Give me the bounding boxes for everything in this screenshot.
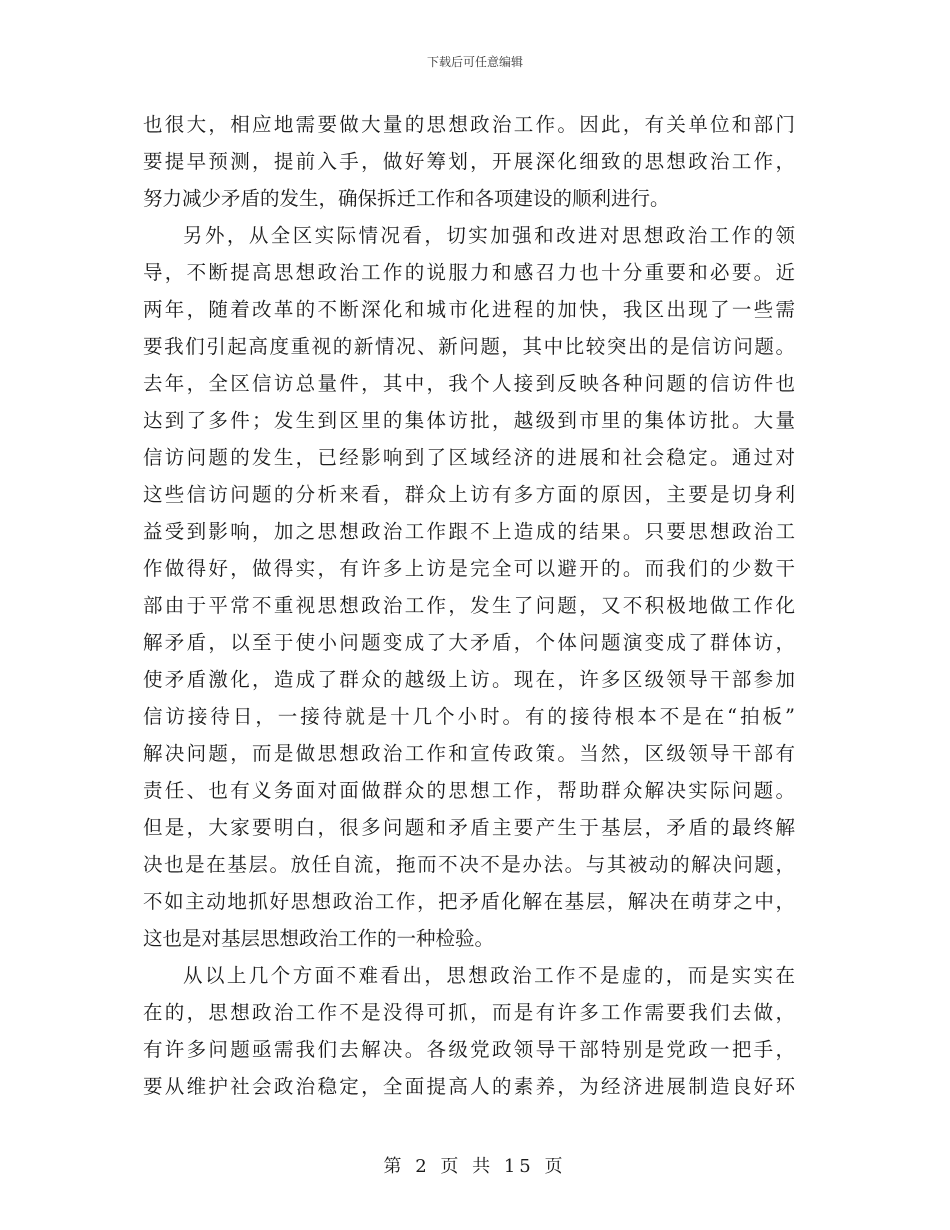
- text-line: 部由于平常不重视思想政治工作，发生了问题，又不积极地做工作化: [143, 594, 795, 617]
- text-line: 作做得好，做得实，有许多上访是完全可以避开的。而我们的少数干: [143, 557, 795, 580]
- text-line: 这也是对基层思想政治工作的一种检验。: [143, 927, 495, 950]
- text-line: 导，不断提高思想政治工作的说服力和感召力也十分重要和必要。近: [143, 261, 795, 284]
- page-header: 下载后可任意编辑: [426, 55, 523, 69]
- text-line: 使矛盾激化，造成了群众的越级上访。现在，许多区级领导干部参加: [143, 668, 795, 691]
- text-line: 要我们引起高度重视的新情况、新问题，其中比较突出的是信访问题。: [143, 335, 795, 358]
- text-line: 在的，思想政治工作不是没得可抓，而是有许多工作需要我们去做，: [143, 1001, 795, 1024]
- text-line: 解决问题，而是做思想政治工作和宣传政策。当然，区级领导干部有: [143, 742, 795, 765]
- text-line: 达到了多件；发生到区里的集体访批，越级到市里的集体访批。大量: [143, 409, 795, 432]
- text-line: 解矛盾，以至于使小问题变成了大矛盾，个体问题演变成了群体访，: [143, 631, 795, 654]
- text-line: 益受到影响，加之思想政治工作跟不上造成的结果。只要思想政治工: [143, 520, 795, 543]
- text-line: 决也是在基层。放任自流，拖而不决不是办法。与其被动的解决问题，: [143, 853, 795, 876]
- text-line: 去年，全区信访总量件，其中，我个人接到反映各种问题的信访件也: [143, 372, 795, 395]
- text-line: 努力减少矛盾的发生，确保拆迁工作和各项建设的顺利进行。: [143, 187, 670, 210]
- text-line: 有许多问题亟需我们去解决。各级党政领导干部特别是党政一把手，: [143, 1038, 795, 1061]
- text-line: 信访接待日，一接待就是十几个小时。有的接待根本不是在“拍板”: [143, 705, 795, 728]
- text-line: 要提早预测，提前入手，做好筹划，开展深化细致的思想政治工作，: [143, 150, 795, 173]
- text-line: 这些信访问题的分析来看，群众上访有多方面的原因，主要是切身利: [143, 483, 795, 506]
- document-body: [143, 106, 795, 1105]
- text-line: 从以上几个方面不难看出，思想政治工作不是虚的，而是实实在: [183, 964, 795, 987]
- text-line: 两年，随着改革的不断深化和城市化进程的加快，我区出现了一些需: [143, 298, 795, 321]
- text-line: 要从维护社会政治稳定，全面提高人的素养，为经济进展制造良好环: [143, 1075, 795, 1098]
- text-line: 另外，从全区实际情况看，切实加强和改进对思想政治工作的领: [183, 224, 795, 247]
- text-line: 信访问题的发生，已经影响到了区域经济的进展和社会稳定。通过对: [143, 446, 795, 469]
- text-line: 也很大，相应地需要做大量的思想政治工作。因此，有关单位和部门: [143, 113, 795, 136]
- page-number-footer: 第 2 页 共 15 页: [383, 1156, 567, 1177]
- text-line: 但是，大家要明白，很多问题和矛盾主要产生于基层，矛盾的最终解: [143, 816, 795, 839]
- text-line: 不如主动地抓好思想政治工作，把矛盾化解在基层，解决在萌芽之中，: [143, 890, 795, 913]
- text-line: 责任、也有义务面对面做群众的思想工作，帮助群众解决实际问题。: [143, 779, 795, 802]
